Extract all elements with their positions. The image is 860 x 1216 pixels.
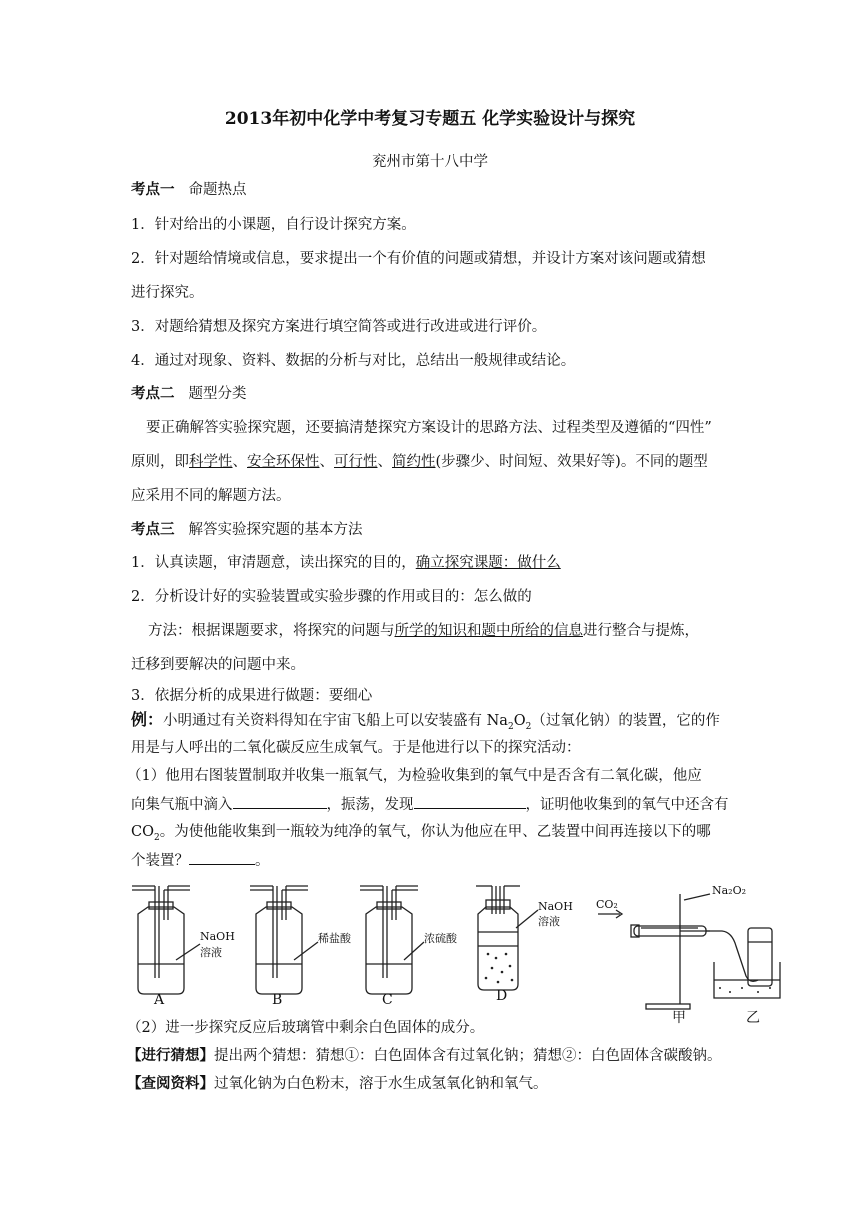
- section3-item-3: 3．依据分析的成果进行做题：要细心: [131, 688, 373, 704]
- example-label: 例：: [131, 710, 164, 729]
- question1-line4: 个装置？ 。: [131, 850, 270, 871]
- apparatus-jia-label: 甲: [672, 1010, 686, 1025]
- section2-para-line2: 原则，即科学性、安全环保性、可行性、简约性(步骤少、时间短、效果好等)。不同的题型: [131, 454, 708, 470]
- question2-line: （2）进一步探究反应后玻璃管中剩余白色固体的成分。: [127, 1020, 485, 1036]
- section1-item-1: 1．针对给出的小课题，自行设计探究方案。: [131, 217, 416, 233]
- reaction-apparatus-icon: [598, 894, 780, 1009]
- gas-bottle-d-icon: [476, 886, 538, 990]
- section3-method-cont: 迁移到要解决的问题中来。: [131, 657, 305, 673]
- term-simple: 简约性: [392, 454, 436, 470]
- section1-item-2: 2．针对题给情境或信息，要求提出一个有价值的问题或猜想，并设计方案对该问题或猜想: [131, 251, 706, 267]
- bottle-b-label: B: [272, 992, 283, 1008]
- wash-bottle-c-icon: [360, 886, 424, 994]
- term-safety: 安全环保性: [247, 454, 320, 470]
- section3-item-2: 2．分析设计好的实验装置或实验步骤的作用或目的：怎么做的: [131, 589, 532, 605]
- question1-line1: （1）他用右图装置制取并收集一瓶氧气，为检验收集到的氧气中是否含有二氧化碳，他应: [127, 768, 702, 784]
- wash-bottle-b-icon: [250, 886, 318, 994]
- section1-heading: 考点一 命题热点: [131, 181, 247, 198]
- hypothesis-tag: 【进行猜想】: [127, 1047, 214, 1064]
- reference-line: 【查阅资料】过氧化钠为白色粉末，溶于水生成氢氧化钠和氧气。: [127, 1075, 548, 1092]
- example-line2: 用是与人呼出的二氧化碳反应生成氧气。于是他进行以下的探究活动：: [131, 740, 581, 756]
- bottle-a-reagent-line1: NaOH: [200, 930, 235, 943]
- apparatus-figure: [120, 880, 800, 1025]
- section1-item-3: 3．对题给猜想及探究方案进行填空简答或进行改进或进行评价。: [131, 319, 547, 335]
- section2-para-line1: 要正确解答实验探究题，还要搞清楚探究方案设计的思路方法、过程类型及遵循的“四性”: [146, 420, 712, 436]
- section3-item-1: 1．认真读题，审清题意，读出探究的目的，确立探究课题：做什么: [131, 555, 561, 571]
- reference-tag: 【查阅资料】: [127, 1075, 214, 1092]
- term-feasible: 可行性: [334, 454, 378, 470]
- wash-bottle-a-icon: [132, 886, 200, 994]
- school-name: 兖州市第十八中学: [372, 154, 488, 170]
- bottle-d-reagent-line2: 溶液: [538, 915, 560, 928]
- section1-item-4: 4．通过对现象、资料、数据的分析与对比，总结出一般规律或结论。: [131, 353, 576, 369]
- apparatus-yi-label: 乙: [746, 1010, 760, 1025]
- bottle-c-reagent: 浓硫酸: [424, 932, 457, 945]
- term-scientific: 科学性: [189, 454, 233, 470]
- na2o2-label: Na₂O₂: [712, 884, 747, 897]
- co2-label: CO₂: [596, 898, 618, 911]
- hypothesis-line: 【进行猜想】提出两个猜想：猜想①：白色固体含有过氧化钠；猜想②：白色固体含碳酸钠。: [127, 1047, 722, 1064]
- bottle-d-reagent-line1: NaOH: [538, 900, 573, 913]
- question1-line2: 向集气瓶中滴入 ，振荡，发现 ，证明他收集到的氧气中还含有: [131, 794, 729, 815]
- section3-method: 方法：根据课题要求，将探究的问题与所学的知识和题中所给的信息进行整合与提炼，: [148, 623, 699, 639]
- answer-blank-1[interactable]: [233, 794, 327, 809]
- section2-heading: 考点二 题型分类: [131, 385, 247, 402]
- bottle-d-label: D: [496, 988, 508, 1004]
- answer-blank-3[interactable]: [189, 850, 255, 865]
- bottle-a-label: A: [154, 992, 165, 1008]
- section1-item-2-cont: 进行探究。: [131, 285, 204, 301]
- bottle-b-reagent: 稀盐酸: [318, 932, 351, 945]
- example-line1: 例：小明通过有关资料得知在宇宙飞船上可以安装盛有 $Na_2O_2$（过氧化钠）的装置，它的作: [131, 710, 720, 732]
- section2-para-line3: 应采用不同的解题方法。: [131, 488, 291, 504]
- bottle-a-reagent-line2: 溶液: [200, 946, 222, 959]
- question1-line3: $CO_2$。为使他能收集到一瓶较为纯净的氧气，你认为他应在甲、乙装置中间再连接以下的哪: [131, 824, 711, 843]
- page-title: 2013年初中化学中考复习专题五 化学实验设计与探究: [224, 109, 636, 129]
- answer-blank-2[interactable]: [414, 794, 526, 809]
- bottle-c-label: C: [382, 992, 393, 1008]
- section3-heading: 考点三 解答实验探究题的基本方法: [131, 521, 363, 538]
